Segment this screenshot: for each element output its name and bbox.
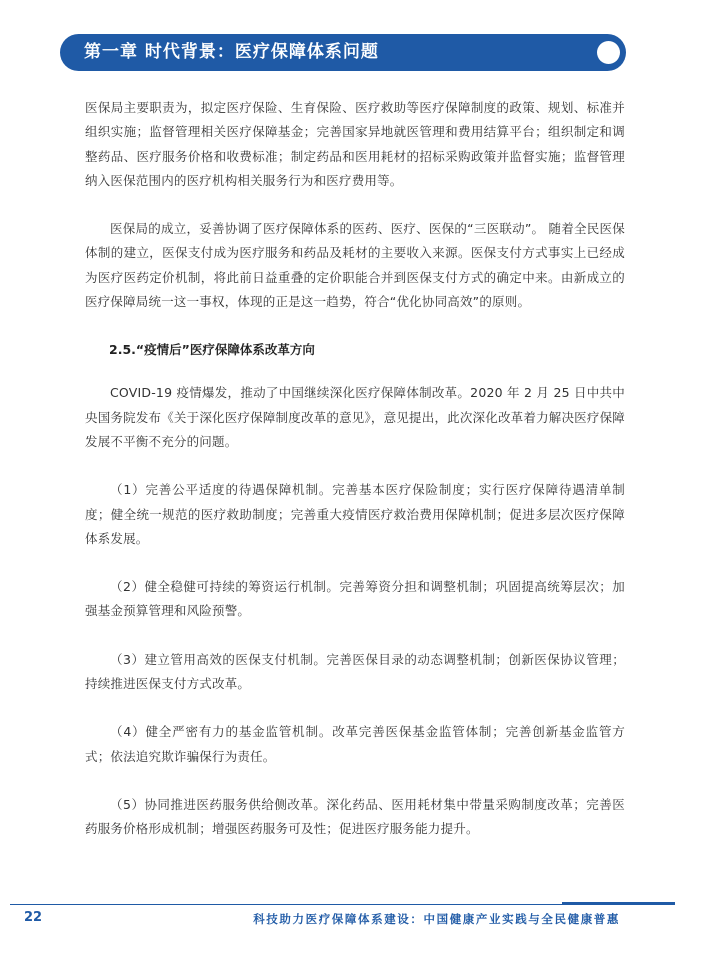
list-item-5: （5）协同推进医药服务供给侧改革。深化药品、医用耗材集中带量采购制度改革；完善医药服务价格形成机制；增强医药服务可及性；促进医疗服务能力提升。 bbox=[85, 796, 625, 837]
list-item-2: （2）健全稳健可持续的筹资运行机制。完善筹资分担和调整机制；巩固提高统筹层次；加强基金预算管理和风险预警。 bbox=[85, 579, 625, 619]
list-item-3: （3）建立管用高效的医保支付机制。完善医保目录的动态调整机制；创新医保协议管理；持续推进医保支付方式改革。 bbox=[85, 651, 625, 692]
footer-divider-accent bbox=[562, 902, 675, 905]
paragraph-establishment: 医保局的成立，妥善协调了医疗保障体系的医药、医疗、医保的“三医联动”。 随着全民医保体制的建立，医保支付成为医疗服务和药品及耗材的主要收入来源。医保支付方式事实上已经成为医疗医药定价机制，将此前日益重叠的定价职能合并到医保支付方式的确定中来。由新成立的医疗保障局统一这一事权，体现的正是这一趋势，符合“优化协同高效”的原则。 bbox=[85, 221, 625, 310]
page-body bbox=[85, 96, 625, 866]
paragraph-responsibilities: 医保局主要职责为，拟定医疗保险、生育保险、医疗救助等医疗保障制度的政策、规划、标准并组织实施；监督管理相关医疗保障基金；完善国家异地就医管理和费用结算平台；组织制定和调整药品、医疗服务价格和收费标准；制定药品和医用耗材的招标采购政策并监督实施；监督管理纳入医保范围内的医疗机构相关服务行为和医疗费用等。 bbox=[85, 100, 625, 188]
list-item-4: （4）健全严密有力的基金监管机制。改革完善医保基金监管体制；完善创新基金监管方式；依法追究欺诈骗保行为责任。 bbox=[85, 724, 625, 764]
list-item-1: （1）完善公平适度的待遇保障机制。完善基本医疗保险制度；实行医疗保障待遇清单制度；健全统一规范的医疗救助制度；完善重大疫情医疗救治费用保障机制；促进多层次医疗保障体系发展。 bbox=[85, 482, 625, 546]
section-heading: 2.5.“疫情后”医疗保障体系改革方向 bbox=[109, 342, 315, 358]
chapter-banner bbox=[60, 34, 626, 71]
running-title: 科技助力医疗保障体系建设：中国健康产业实践与全民健康普惠 bbox=[253, 912, 620, 926]
paragraph-covid: COVID-19 疫情爆发，推动了中国继续深化医疗保障体制改革。2020 年 2 月 25 日中共中央国务院发布《关于深化医疗保障制度改革的意见》，意见提出，此次深化改革着力解决医疗保障发展不平衡不充分的问题。 bbox=[85, 385, 625, 449]
page-number: 22 bbox=[24, 910, 43, 925]
banner-circle-decoration bbox=[597, 41, 620, 64]
chapter-title: 第一章 时代背景：医疗保障体系问题 bbox=[84, 42, 379, 62]
